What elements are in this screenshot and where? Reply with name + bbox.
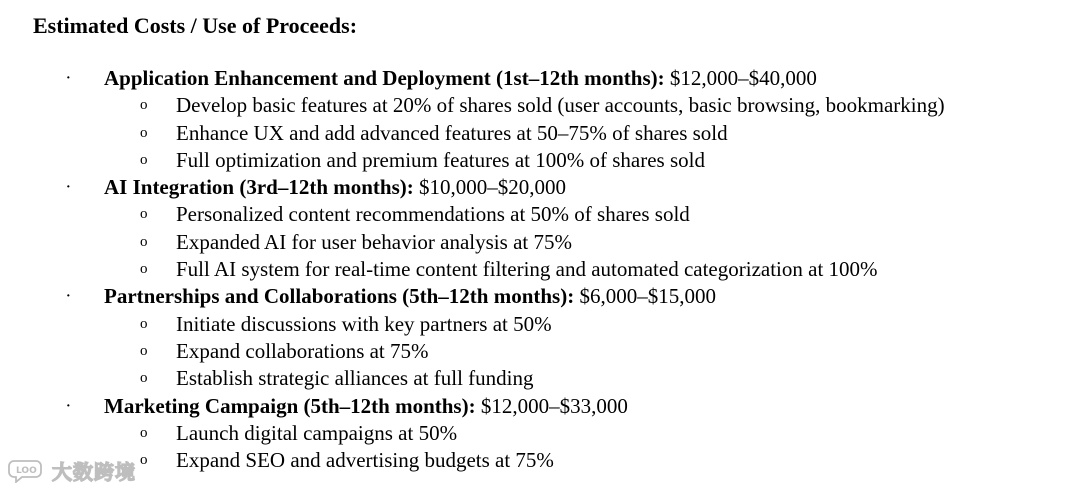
section-amount: $6,000–$15,000 [579,284,716,309]
section-title: Partnerships and Collaborations (5th–12th months): [104,284,575,309]
proceeds-list [0,65,1080,474]
page-title: Estimated Costs / Use of Proceeds: [33,13,358,38]
section-line [104,174,566,201]
list-item-text: Enhance UX and add advanced features at 50–75% of shares sold [176,120,728,145]
list-item [0,365,1080,392]
list-item-text: Full AI system for real-time content filtering and automated categorization at 100% [176,257,878,282]
bullet-circle: o [140,233,148,250]
list-item-text: Personalized content recommendations at 50% of shares sold [176,202,690,227]
list-item-text: Initiate discussions with key partners at 50% [176,311,552,336]
section-partnerships [0,283,1080,310]
bullet-circle: o [140,315,148,332]
bullet-dot: · [66,71,71,86]
bullet-circle: o [140,452,148,469]
list-item [0,201,1080,228]
list-item-text: Develop basic features at 20% of shares sold (user accounts, basic browsing, bookmarking) [176,93,945,118]
section-amount: $12,000–$33,000 [480,393,628,418]
section-application-enhancement [0,65,1080,92]
bullet-circle: o [140,124,148,141]
list-item [0,338,1080,365]
svg-text:LOO: LOO [16,466,37,476]
list-item [0,120,1080,147]
bullet-circle: o [140,424,148,441]
list-item-text: Expand collaborations at 75% [176,338,429,363]
list-item-text: Expanded AI for user behavior analysis at 75% [176,229,572,254]
section-title: AI Integration (3rd–12th months): [104,175,414,200]
bullet-circle: o [140,261,148,278]
section-line [104,283,716,310]
section-line [104,65,817,92]
list-item [0,147,1080,174]
bullet-dot: · [66,180,71,196]
section-title: Marketing Campaign (5th–12th months): [104,393,476,418]
list-item [0,447,1080,474]
list-item-text: Expand SEO and advertising budgets at 75% [176,448,554,473]
section-line [104,393,628,420]
section-title: Application Enhancement and Deployment (1st–12th months): [104,66,665,90]
list-item-text: Full optimization and premium features at 100% of shares sold [176,147,705,172]
watermark [8,456,136,484]
list-item [0,311,1080,338]
watermark-text: 大数跨境 [52,459,136,484]
bullet-dot: · [66,289,71,305]
section-amount: $12,000–$40,000 [669,66,817,90]
list-item [0,92,1080,119]
list-item-text: Establish strategic alliances at full funding [176,366,534,391]
bullet-circle: o [140,370,148,387]
bullet-dot: · [66,398,71,414]
bubble-logo-icon [8,457,48,483]
list-item [0,420,1080,447]
section-ai-integration [0,174,1080,201]
list-item [0,229,1080,256]
bullet-circle: o [140,151,148,168]
bullet-circle: o [140,97,148,114]
bullet-circle: o [140,342,148,359]
list-item [0,256,1080,283]
section-amount: $10,000–$20,000 [419,175,566,200]
bullet-circle: o [140,206,148,223]
section-marketing-campaign [0,393,1080,420]
list-item-text: Launch digital campaigns at 50% [176,420,458,445]
